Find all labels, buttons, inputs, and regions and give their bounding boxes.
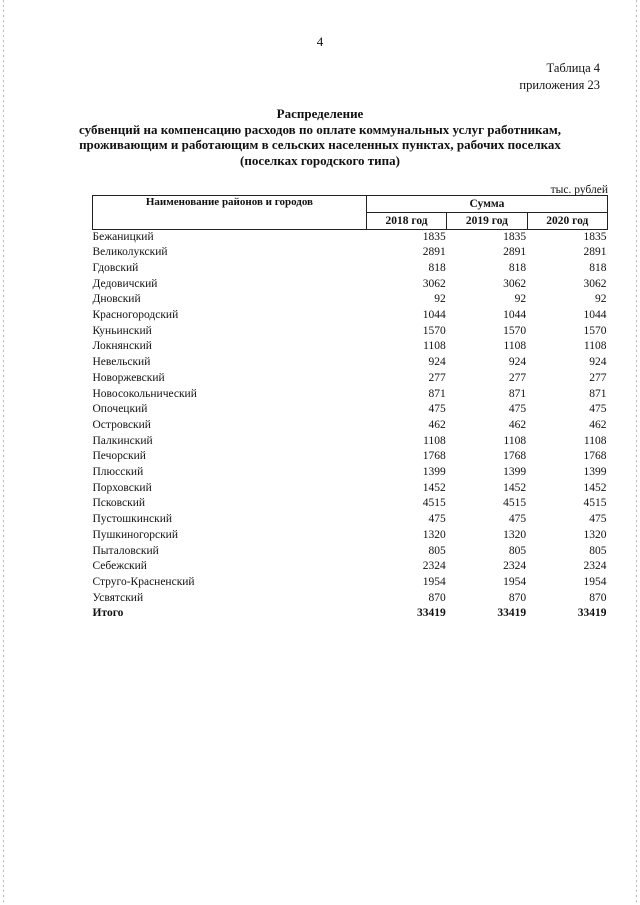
table-row	[93, 481, 608, 497]
amount-cell: 1570	[583, 324, 607, 337]
table-row	[93, 371, 608, 387]
amount-cell: 92	[595, 293, 607, 306]
amount-cell: 475	[508, 513, 527, 526]
table-row	[93, 245, 608, 261]
amount-cell: 924	[508, 356, 527, 369]
amount-cell: 1452	[422, 481, 446, 494]
amount-cell: 1320	[422, 528, 446, 541]
district-name: Усвятский	[92, 591, 144, 604]
district-name: Дновский	[92, 293, 141, 306]
table-row	[93, 465, 608, 481]
amount-cell: 1452	[583, 481, 607, 494]
table-label-line1: Таблица 4	[546, 61, 600, 75]
table-row	[93, 544, 608, 560]
amount-cell: 475	[589, 403, 607, 416]
district-name: Печорский	[92, 450, 146, 463]
table-row	[93, 308, 608, 324]
table-row	[93, 496, 608, 512]
header-year-2020: 2020 год	[527, 212, 607, 229]
amount-cell: 870	[589, 591, 607, 604]
amount-cell: 1108	[503, 340, 527, 353]
district-name: Новоржевский	[92, 371, 165, 384]
amount-cell: 1954	[583, 575, 607, 588]
page-number: 4	[316, 34, 324, 49]
district-name: Гдовский	[92, 261, 139, 274]
table-row	[93, 434, 608, 450]
amount-cell: 277	[589, 371, 607, 384]
table-body	[93, 229, 608, 622]
amount-cell: 924	[428, 356, 446, 369]
district-name: Пыталовский	[92, 544, 159, 557]
table-row	[93, 575, 608, 591]
district-name: Невельский	[92, 356, 151, 369]
amount-cell: 4515	[422, 497, 446, 510]
amount-cell: 2324	[583, 560, 607, 573]
amount-cell: 1835	[503, 230, 527, 243]
amount-cell: 1835	[422, 230, 446, 243]
amount-cell: 1108	[583, 340, 607, 353]
right-scan-edge	[636, 0, 637, 905]
table-row	[93, 591, 608, 607]
header-year-2019: 2019 год	[447, 212, 527, 229]
amount-cell: 1320	[503, 528, 527, 541]
table-row	[93, 387, 608, 403]
units-label: тыс. рублей	[550, 184, 608, 196]
amount-cell: 277	[428, 371, 446, 384]
amount-cell: 33419	[577, 607, 607, 620]
table-row	[93, 339, 608, 355]
amount-cell: 1320	[583, 528, 607, 541]
total-row	[93, 606, 608, 622]
amount-cell: 1570	[503, 324, 527, 337]
amount-cell: 1044	[422, 309, 446, 322]
amount-cell: 2324	[422, 560, 446, 573]
amount-cell: 475	[428, 513, 446, 526]
table-label	[519, 60, 600, 94]
district-name: Новосокольнический	[92, 387, 197, 400]
amount-cell: 1108	[583, 434, 607, 447]
amount-cell: 1570	[422, 324, 446, 337]
table-row	[93, 277, 608, 293]
district-name: Пустошкинский	[92, 513, 173, 526]
district-name: Дедовичский	[92, 277, 158, 290]
table-row	[93, 402, 608, 418]
amount-cell: 805	[508, 544, 527, 557]
amount-cell: 1954	[503, 575, 527, 588]
heading-line2: субвенций на компенсацию расходов по оплате коммунальных услуг работникам,	[79, 121, 561, 137]
amount-cell: 1044	[503, 309, 527, 322]
district-name: Великолукский	[92, 246, 168, 259]
amount-cell: 3062	[583, 277, 607, 290]
district-name: Палкинский	[92, 434, 153, 447]
amount-cell: 4515	[503, 497, 527, 510]
amount-cell: 1768	[583, 450, 607, 463]
amount-cell: 871	[589, 387, 607, 400]
table-label-line2: приложения 23	[519, 78, 600, 92]
amount-cell: 1768	[503, 450, 527, 463]
amount-cell: 805	[589, 544, 607, 557]
amount-cell: 870	[428, 591, 446, 604]
heading-line4: (поселках городского типа)	[240, 152, 400, 168]
amount-cell: 1835	[583, 230, 607, 243]
district-name: Порховский	[92, 481, 152, 494]
header-year-2018: 2018 год	[366, 212, 446, 229]
amount-cell: 818	[589, 261, 607, 274]
district-name: Красногородский	[92, 309, 179, 322]
amount-cell: 475	[508, 403, 527, 416]
amount-cell: 871	[508, 387, 527, 400]
document-heading	[60, 106, 580, 168]
table-row	[93, 355, 608, 371]
amount-cell: 2891	[583, 246, 607, 259]
table-row	[93, 449, 608, 465]
amount-cell: 33419	[497, 607, 527, 620]
amount-cell: 805	[428, 544, 446, 557]
district-name: Опочецкий	[92, 403, 148, 416]
amount-cell: 1108	[503, 434, 527, 447]
table-row	[93, 261, 608, 277]
heading-line3: проживающим и работающим в сельских населенных пунктах, рабочих поселках	[79, 137, 561, 152]
amount-cell: 2891	[503, 246, 527, 259]
amount-cell: 92	[434, 293, 446, 306]
district-name: Локнянский	[92, 340, 152, 353]
amount-cell: 1044	[583, 309, 607, 322]
amount-cell: 4515	[583, 497, 607, 510]
amount-cell: 1452	[503, 481, 527, 494]
amount-cell: 1399	[503, 466, 527, 479]
district-name: Плюсский	[92, 466, 144, 479]
amount-cell: 870	[508, 591, 527, 604]
amount-cell: 1399	[583, 466, 607, 479]
table-row	[93, 292, 608, 308]
amount-cell: 1108	[423, 340, 446, 353]
amount-cell: 2324	[503, 560, 527, 573]
district-name: Пушкиногорский	[92, 528, 178, 541]
header-name: Наименование районов и городов	[93, 196, 367, 213]
table-row	[93, 418, 608, 434]
amount-cell: 1954	[422, 575, 446, 588]
table-row	[93, 324, 608, 340]
amount-cell: 1108	[423, 434, 446, 447]
header-name-continued	[93, 212, 367, 229]
district-name: Себежский	[92, 560, 147, 573]
left-scan-edge	[3, 0, 4, 905]
amount-cell: 924	[589, 356, 607, 369]
amount-cell: 462	[508, 418, 527, 431]
amount-cell: 33419	[416, 607, 446, 620]
amount-cell: 818	[428, 261, 446, 274]
header-sum: Сумма	[366, 196, 607, 213]
amount-cell: 92	[514, 293, 527, 306]
amount-cell: 871	[428, 387, 446, 400]
amount-cell: 475	[589, 513, 607, 526]
heading-line1: Распределение	[276, 106, 364, 121]
subsidy-table	[92, 195, 608, 622]
district-name: Струго-Красненский	[92, 575, 195, 588]
amount-cell: 3062	[503, 277, 527, 290]
amount-cell: 277	[508, 371, 527, 384]
amount-cell: 2891	[422, 246, 446, 259]
amount-cell: 1399	[422, 466, 446, 479]
district-name: Псковский	[92, 497, 146, 510]
table-row	[93, 512, 608, 528]
table-row	[93, 528, 608, 544]
district-name: Куньинский	[92, 324, 152, 337]
amount-cell: 462	[428, 418, 446, 431]
amount-cell: 818	[508, 261, 527, 274]
district-name: Бежаницкий	[92, 230, 154, 243]
amount-cell: 462	[589, 418, 607, 431]
amount-cell: 475	[428, 403, 446, 416]
amount-cell: 3062	[422, 277, 446, 290]
amount-cell: 1768	[422, 450, 446, 463]
table-row	[93, 559, 608, 575]
table-row	[93, 229, 608, 245]
district-name: Итого	[92, 607, 124, 620]
district-name: Островский	[92, 418, 151, 431]
